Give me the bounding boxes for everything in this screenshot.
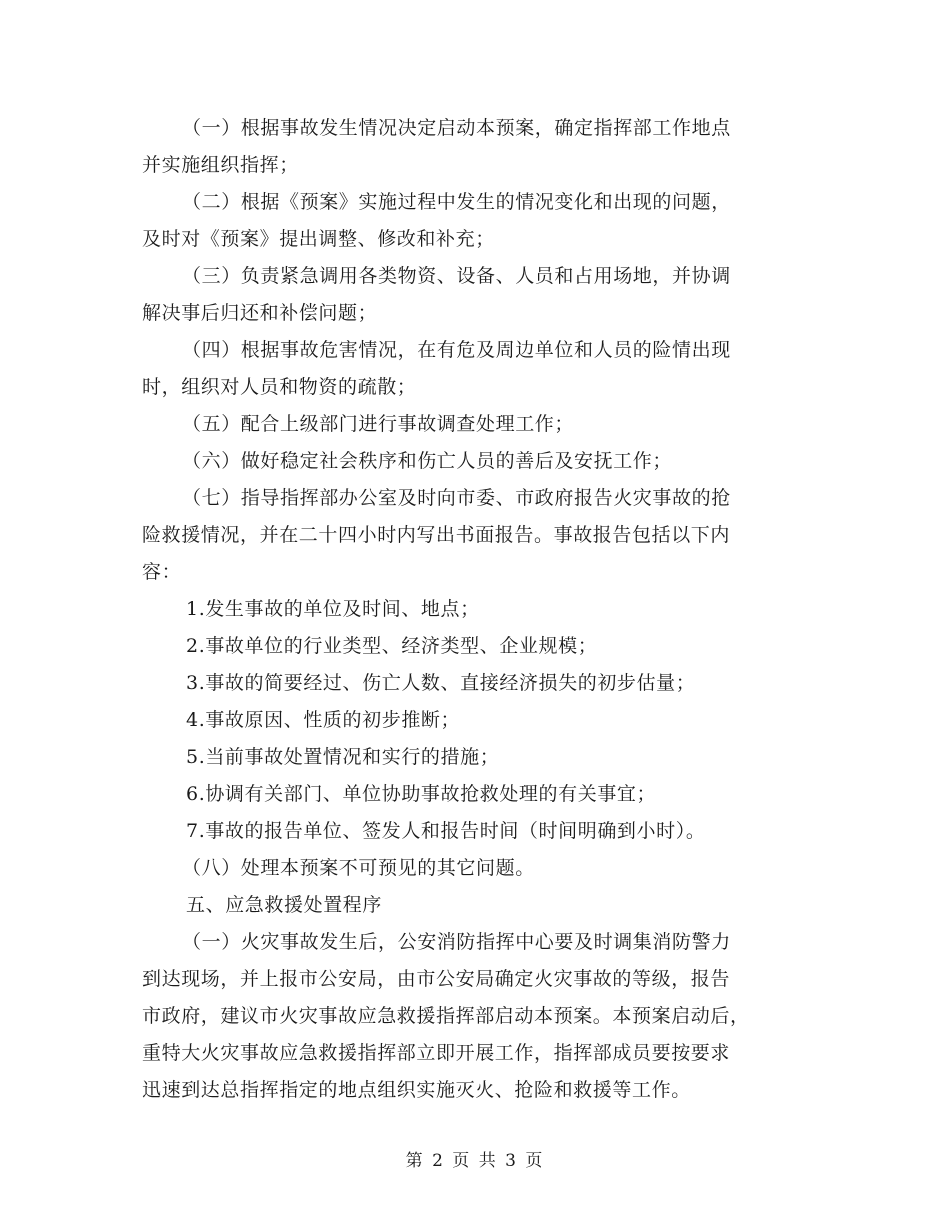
text-line: 并实施组织指挥； — [142, 154, 299, 176]
text-line: （八）处理本预案不可预见的其它问题。 — [182, 857, 535, 879]
text-line: （六）做好稳定社会秩序和伤亡人员的善后及安抚工作； — [182, 450, 673, 472]
text-line: 2.事故单位的行业类型、经济类型、企业规模； — [186, 635, 598, 657]
text-line: 市政府，建议市火灾事故应急救援指挥部启动本预案。本预案启动后， — [142, 1005, 750, 1027]
text-line: 4.事故原因、性质的初步推断； — [186, 709, 461, 731]
text-line: 及时对《预案》提出调整、修改和补充； — [142, 228, 495, 250]
text-line: 5.当前事故处置情况和实行的措施； — [186, 746, 500, 768]
text-line: 3.事故的简要经过、伤亡人数、直接经济损失的初步估量； — [186, 672, 696, 694]
text-line: 容： — [142, 561, 182, 583]
text-line: 1.发生事故的单位及时间、地点； — [186, 598, 480, 620]
document-body — [142, 110, 810, 1109]
text-line: 解决事后归还和补偿问题； — [142, 302, 378, 324]
text-line: （七）指导指挥部办公室及时向市委、市政府报告火灾事故的抢 — [182, 487, 731, 509]
text-line: 7.事故的报告单位、签发人和报告时间（时间明确到小时）。 — [186, 820, 706, 842]
text-line: （一）根据事故发生情况决定启动本预案，确定指挥部工作地点 — [182, 117, 731, 139]
text-line: 迅速到达总指挥指定的地点组织实施灭火、抢险和救援等工作。 — [142, 1079, 691, 1101]
text-line: （三）负责紧急调用各类物资、设备、人员和占用场地，并协调 — [182, 265, 731, 287]
text-line: 6.协调有关部门、单位协助事故抢救处理的有关事宜； — [186, 783, 657, 805]
text-line: （四）根据事故危害情况，在有危及周边单位和人员的险情出现 — [182, 339, 731, 361]
text-line: 重特大火灾事故应急救援指挥部立即开展工作，指挥部成员要按要求 — [142, 1042, 731, 1064]
text-line: （二）根据《预案》实施过程中发生的情况变化和出现的问题， — [182, 191, 731, 213]
text-line: 五、应急救援处置程序 — [186, 894, 383, 916]
text-line: 到达现场，并上报市公安局，由市公安局确定火灾事故的等级，报告 — [142, 968, 731, 990]
text-line: （五）配合上级部门进行事故调查处理工作； — [182, 413, 575, 435]
page-footer: 第 2 页 共 3 页 — [405, 1151, 545, 1171]
text-line: （一）火灾事故发生后，公安消防指挥中心要及时调集消防警力 — [182, 931, 731, 953]
text-line: 险救援情况，并在二十四小时内写出书面报告。事故报告包括以下内 — [142, 524, 731, 546]
text-line: 时，组织对人员和物资的疏散； — [142, 376, 417, 398]
